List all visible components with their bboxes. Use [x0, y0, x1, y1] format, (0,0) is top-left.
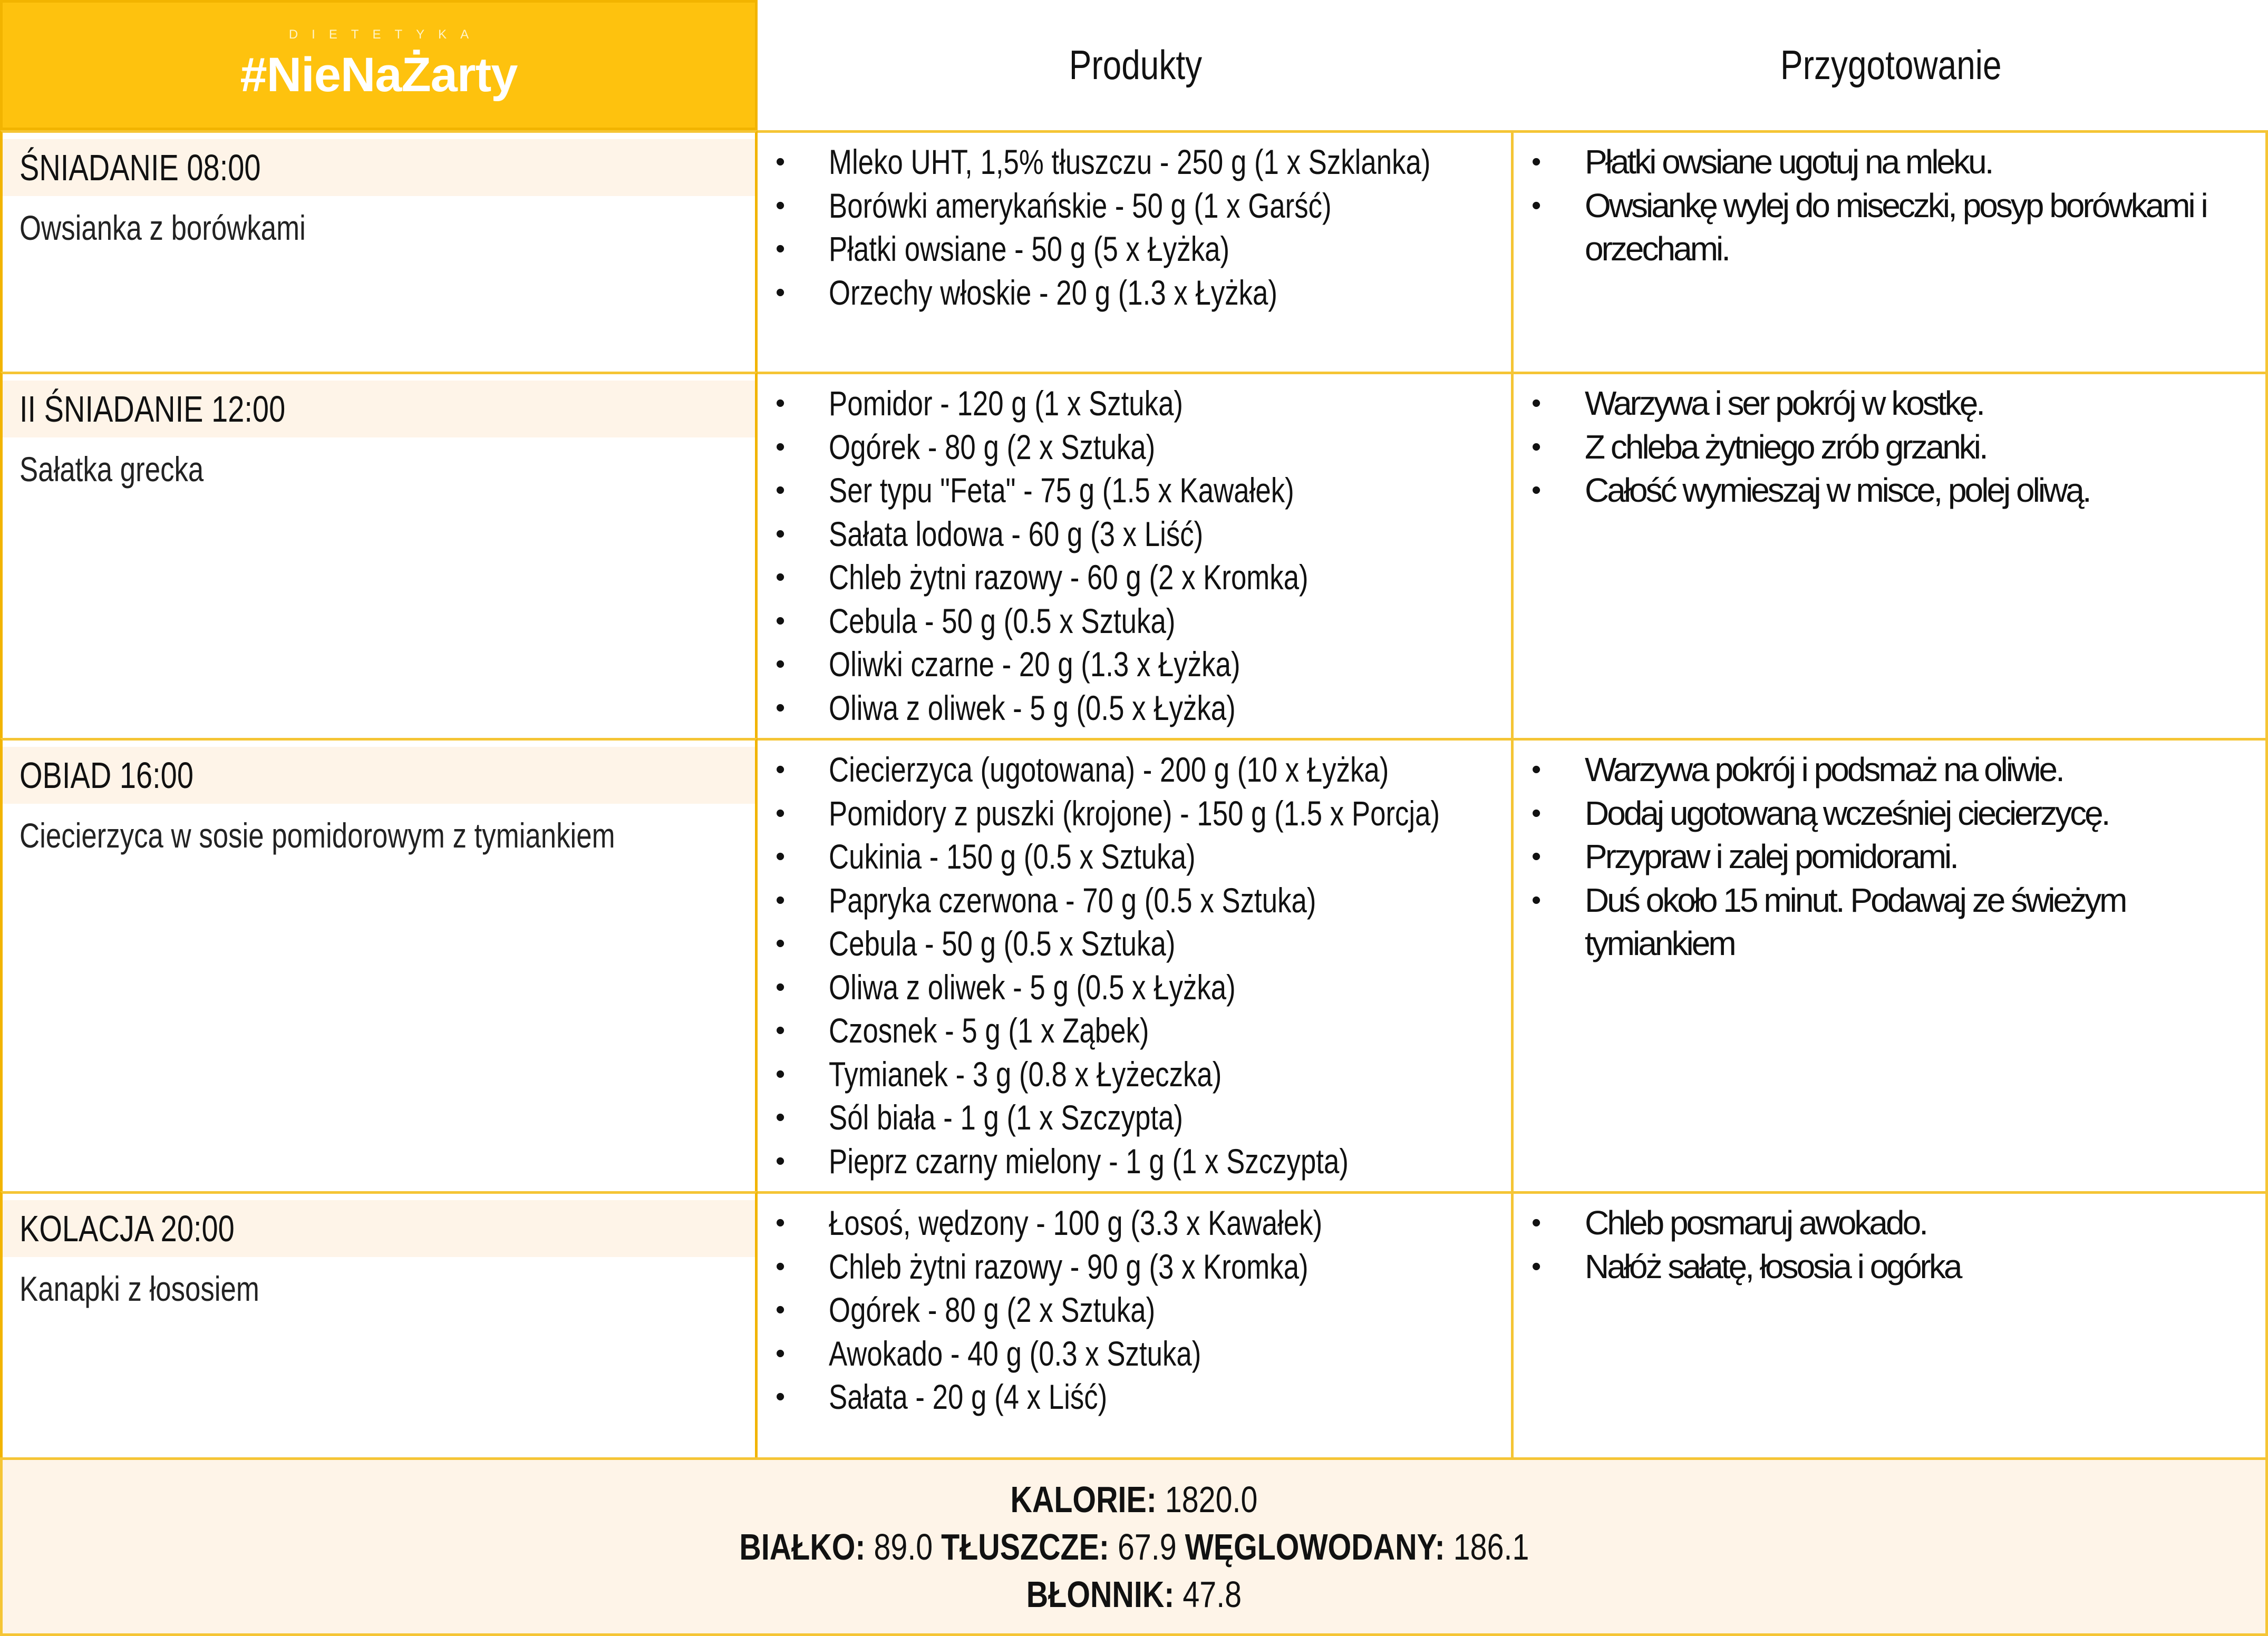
product-item: • Borówki amerykańskie - 50 g (1 x Garść) — [758, 184, 1511, 228]
column-header-products: Produkty — [1069, 42, 1203, 88]
preparation-step: • Owsiankę wylej do miseczki, posyp borówkami i orzechami. — [1514, 184, 2265, 271]
preparation-steps — [1514, 374, 2265, 512]
product-item: • Sól biała - 1 g (1 x Szczypta) — [758, 1096, 1511, 1140]
product-item: • Łosoś, wędzony - 100 g (3.3 x Kawałek) — [758, 1201, 1511, 1245]
brand-logo — [0, 0, 758, 130]
preparation-step: • Płatki owsiane ugotuj na mleku. — [1514, 140, 2265, 184]
macros-line — [739, 1523, 1529, 1571]
product-item: • Płatki owsiane - 50 g (5 x Łyżka) — [758, 227, 1511, 271]
meal-dish-name: Ciecierzyca w sosie pomidorowym z tymiankiem — [20, 816, 615, 855]
product-item: • Pomidor - 120 g (1 x Sztuka) — [758, 382, 1511, 425]
fat-label: TŁUSZCZE: — [941, 1526, 1109, 1567]
product-item: • Sałata lodowa - 60 g (3 x Liść) — [758, 512, 1511, 556]
products-cell — [758, 372, 1514, 738]
preparation-cell — [1514, 130, 2268, 372]
meal-cell — [0, 1191, 758, 1457]
fiber-label: BŁONNIK: — [1026, 1573, 1175, 1615]
products-list — [758, 133, 1511, 314]
product-item: • Cebula - 50 g (0.5 x Sztuka) — [758, 922, 1511, 966]
product-item: • Chleb żytni razowy - 60 g (2 x Kromka) — [758, 556, 1511, 599]
product-item: • Sałata - 20 g (4 x Liść) — [758, 1375, 1511, 1419]
preparation-step: • Chleb posmaruj awokado. — [1514, 1201, 2265, 1245]
products-list — [758, 741, 1511, 1183]
calories-value: 1820.0 — [1165, 1478, 1258, 1520]
products-list — [758, 374, 1511, 729]
preparation-steps — [1514, 1194, 2265, 1288]
products-list — [758, 1194, 1511, 1419]
preparation-step: • Warzywa pokrój i podsmaż na oliwie. — [1514, 748, 2265, 792]
preparation-step: • Duś około 15 minut. Podawaj ze świeżym tymiankiem — [1514, 879, 2265, 966]
carbs-value: 186.1 — [1453, 1526, 1529, 1567]
product-item: • Papryka czerwona - 70 g (0.5 x Sztuka) — [758, 879, 1511, 922]
preparation-cell — [1514, 1191, 2268, 1457]
nutrition-summary — [0, 1457, 2268, 1636]
calories-label: KALORIE: — [1010, 1478, 1157, 1520]
preparation-step: • Dodaj ugotowaną wcześniej ciecierzycę. — [1514, 792, 2265, 835]
fiber-value: 47.8 — [1183, 1573, 1242, 1615]
product-item: • Cukinia - 150 g (0.5 x Sztuka) — [758, 835, 1511, 879]
fiber-line — [1026, 1571, 1242, 1618]
preparation-step: • Całość wymieszaj w misce, polej oliwą. — [1514, 469, 2265, 512]
column-header-preparation: Przygotowanie — [1780, 42, 2002, 88]
product-item: • Cebula - 50 g (0.5 x Sztuka) — [758, 599, 1511, 643]
protein-value: 89.0 — [874, 1526, 933, 1567]
product-item: • Ogórek - 80 g (2 x Sztuka) — [758, 1288, 1511, 1332]
product-item: • Awokado - 40 g (0.3 x Sztuka) — [758, 1332, 1511, 1376]
meal-title: II ŚNIADANIE 12:00 — [3, 381, 755, 437]
product-item: • Tymianek - 3 g (0.8 x Łyżeczka) — [758, 1053, 1511, 1096]
meal-title: ŚNIADANIE 08:00 — [3, 139, 755, 196]
brand-title: #NieNaŻarty — [240, 48, 518, 102]
product-item: • Oliwki czarne - 20 g (1.3 x Łyżka) — [758, 642, 1511, 686]
preparation-steps — [1514, 133, 2265, 271]
preparation-step: • Przypraw i zalej pomidorami. — [1514, 835, 2265, 879]
product-item: • Ser typu "Feta" - 75 g (1.5 x Kawałek) — [758, 469, 1511, 512]
meal-dish-name: Owsianka z borówkami — [20, 208, 306, 247]
preparation-step: • Nałóż sałatę, łososia i ogórka — [1514, 1245, 2265, 1289]
brand-subtitle: DIETETYKA — [288, 27, 483, 42]
preparation-steps — [1514, 741, 2265, 966]
product-item: • Pieprz czarny mielony - 1 g (1 x Szczypta) — [758, 1140, 1511, 1183]
meal-title: KOLACJA 20:00 — [3, 1200, 755, 1257]
carbs-label: WĘGLOWODANY: — [1185, 1526, 1445, 1567]
fat-value: 67.9 — [1117, 1526, 1177, 1567]
preparation-cell — [1514, 372, 2268, 738]
product-item: • Chleb żytni razowy - 90 g (3 x Kromka) — [758, 1245, 1511, 1289]
preparation-cell — [1514, 738, 2268, 1191]
product-item: • Oliwa z oliwek - 5 g (0.5 x Łyżka) — [758, 966, 1511, 1009]
product-item: • Ciecierzyca (ugotowana) - 200 g (10 x Łyżka) — [758, 748, 1511, 792]
meal-cell — [0, 372, 758, 738]
product-item: • Oliwa z oliwek - 5 g (0.5 x Łyżka) — [758, 686, 1511, 730]
calories-line — [1011, 1476, 1258, 1523]
products-cell — [758, 738, 1514, 1191]
preparation-step: • Warzywa i ser pokrój w kostkę. — [1514, 382, 2265, 425]
products-cell — [758, 1191, 1514, 1457]
product-item: • Ogórek - 80 g (2 x Sztuka) — [758, 425, 1511, 469]
meal-cell — [0, 130, 758, 372]
meal-title: OBIAD 16:00 — [3, 747, 755, 804]
meal-dish-name: Sałatka grecka — [20, 450, 204, 489]
product-item: • Mleko UHT, 1,5% tłuszczu - 250 g (1 x Szklanka) — [758, 140, 1511, 184]
product-item: • Pomidory z puszki (krojone) - 150 g (1.5 x Porcja) — [758, 792, 1511, 835]
protein-label: BIAŁKO: — [739, 1526, 866, 1567]
meal-cell — [0, 738, 758, 1191]
product-item: • Czosnek - 5 g (1 x Ząbek) — [758, 1009, 1511, 1053]
preparation-step: • Z chleba żytniego zrób grzanki. — [1514, 425, 2265, 469]
products-cell — [758, 130, 1514, 372]
product-item: • Orzechy włoskie - 20 g (1.3 x Łyżka) — [758, 271, 1511, 315]
meal-dish-name: Kanapki z łososiem — [20, 1269, 259, 1308]
